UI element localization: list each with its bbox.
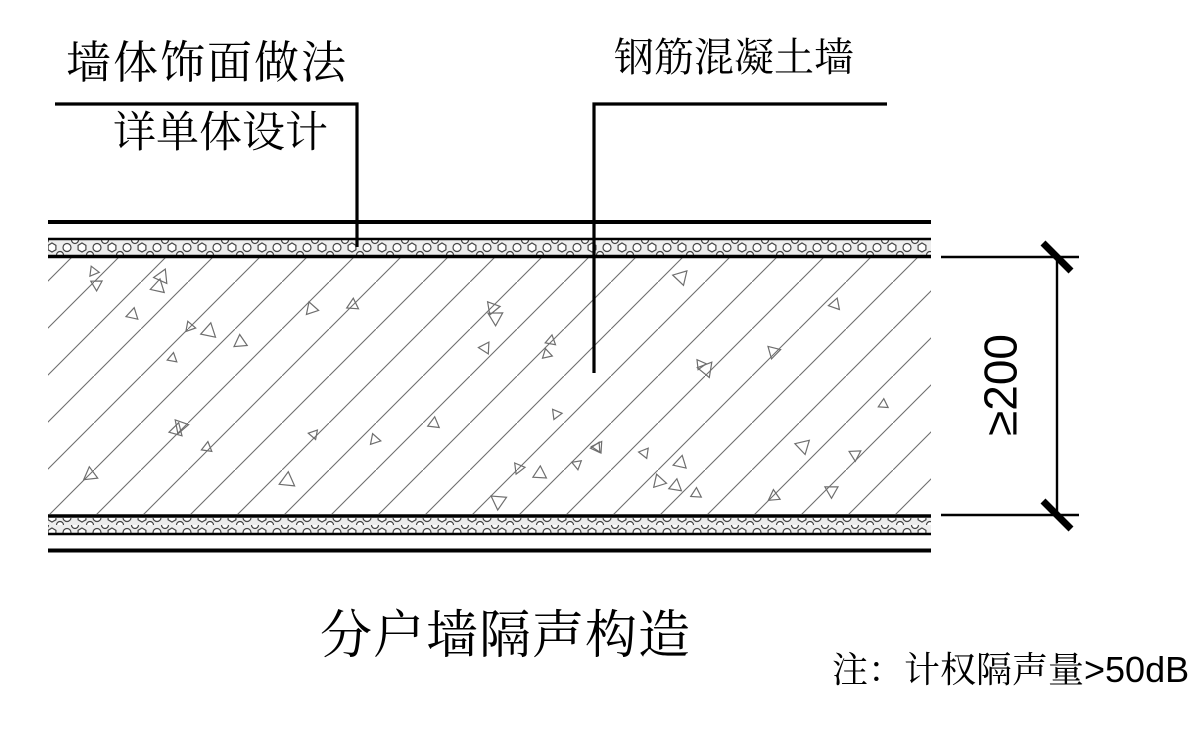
plaster-band-bottom [48,518,931,533]
drawing-title: 分户墙隔声构造 [320,607,692,665]
concrete-wall-callout: 钢筋混凝土墙 [614,36,854,80]
plaster-band-top [48,240,931,255]
acoustic-note: 注：计权隔声量>50dB [832,649,1190,690]
finish-callout-line2: 详单体设计 [113,109,328,157]
concrete-hatch-area [48,258,931,514]
finish-callout-line1: 墙体饰面做法 [66,37,349,88]
thickness-dimension-label: ≥200 [974,334,1027,436]
